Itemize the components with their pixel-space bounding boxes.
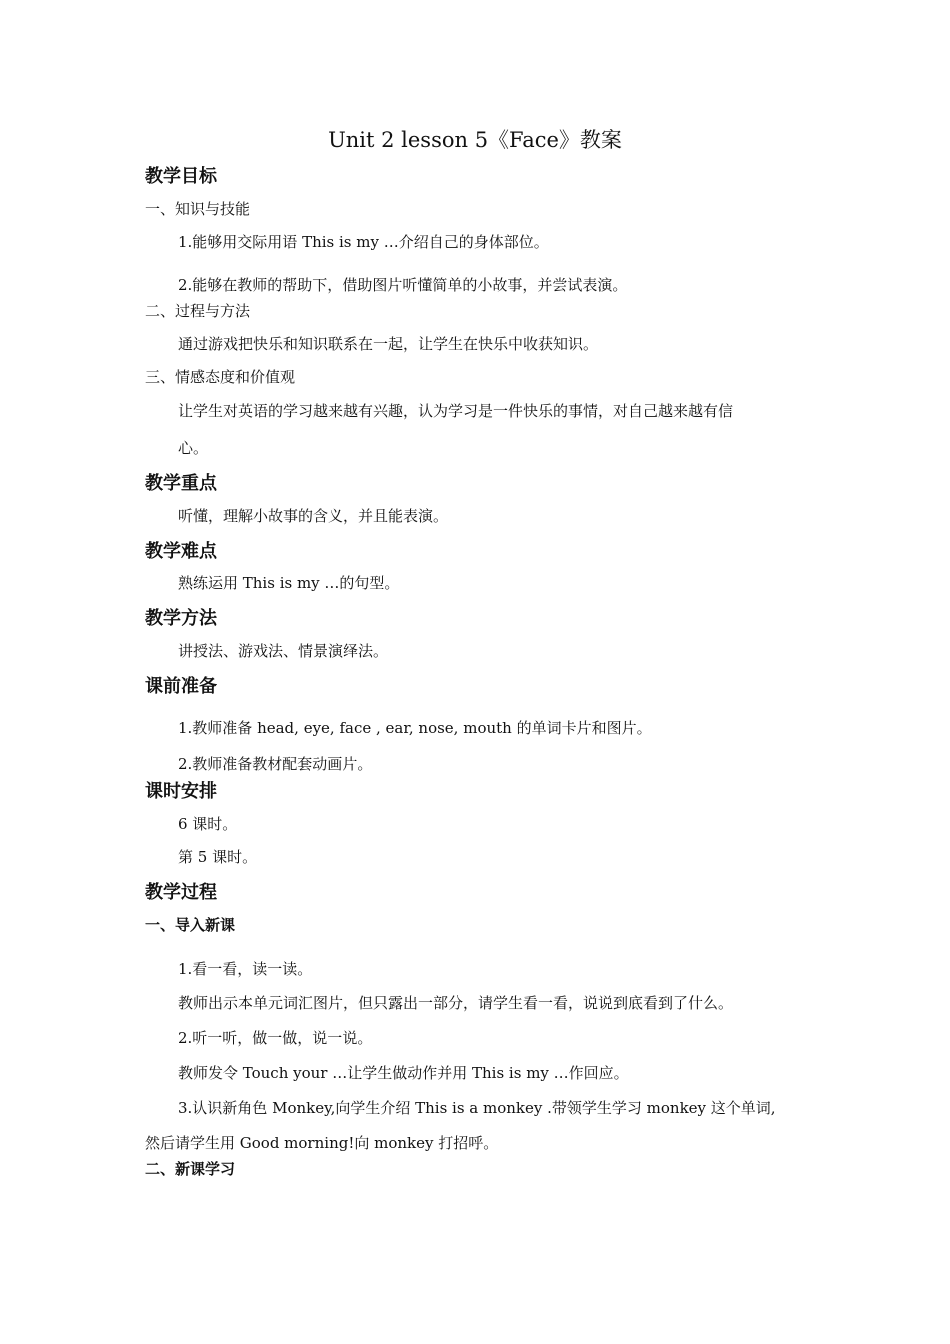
paragraph: 教师发令 Touch your …让学生做动作并用 This is my …作回应。 — [178, 1064, 629, 1082]
paragraph: 听懂，理解小故事的含义，并且能表演。 — [178, 507, 449, 525]
subheading-intro: 一、导入新课 — [145, 916, 236, 934]
heading-procedure: 教学过程 — [145, 882, 217, 903]
paragraph: 教师出示本单元词汇图片，但只露出一部分，请学生看一看，说说到底看到了什么。 — [178, 994, 734, 1012]
paragraph: 2.教师准备教材配套动画片。 — [178, 755, 373, 773]
paragraph: 心。 — [178, 439, 209, 457]
paragraph: 熟练运用 This is my …的句型。 — [178, 574, 400, 592]
paragraph: 1.教师准备 head, eye, face , ear, nose, mouth 的单词卡片和图片。 — [178, 719, 652, 737]
paragraph: 1.能够用交际用语 This is my …介绍自己的身体部位。 — [178, 233, 549, 251]
heading-difficulty: 教学难点 — [145, 541, 217, 562]
subheading-process: 二、过程与方法 — [145, 302, 251, 320]
page-title: Unit 2 lesson 5《Face》教案 — [328, 128, 622, 152]
subheading-new-lesson: 二、新课学习 — [145, 1160, 236, 1178]
paragraph: 6 课时。 — [178, 815, 238, 833]
paragraph: 3.认识新角色 Monkey,向学生介绍 This is a monkey .带领学生学习 monkey 这个单词, — [178, 1099, 776, 1117]
heading-schedule: 课时安排 — [145, 781, 217, 802]
heading-goals: 教学目标 — [145, 166, 217, 187]
paragraph: 然后请学生用 Good morning!向 monkey 打招呼。 — [145, 1134, 499, 1152]
paragraph: 通过游戏把快乐和知识联系在一起，让学生在快乐中收获知识。 — [178, 335, 599, 353]
subheading-emotion: 三、情感态度和价值观 — [145, 368, 296, 386]
paragraph: 第 5 课时。 — [178, 848, 258, 866]
subheading-knowledge: 一、知识与技能 — [145, 200, 251, 218]
paragraph: 2.听一听，做一做，说一说。 — [178, 1029, 373, 1047]
paragraph: 让学生对英语的学习越来越有兴趣，认为学习是一件快乐的事情，对自己越来越有信 — [178, 402, 734, 420]
heading-key-point: 教学重点 — [145, 473, 217, 494]
paragraph: 1.看一看，读一读。 — [178, 960, 313, 978]
heading-method: 教学方法 — [145, 608, 217, 629]
heading-preparation: 课前准备 — [145, 676, 217, 697]
paragraph: 2.能够在教师的帮助下，借助图片听懂简单的小故事，并尝试表演。 — [178, 276, 628, 294]
paragraph: 讲授法、游戏法、情景演绎法。 — [178, 642, 389, 660]
